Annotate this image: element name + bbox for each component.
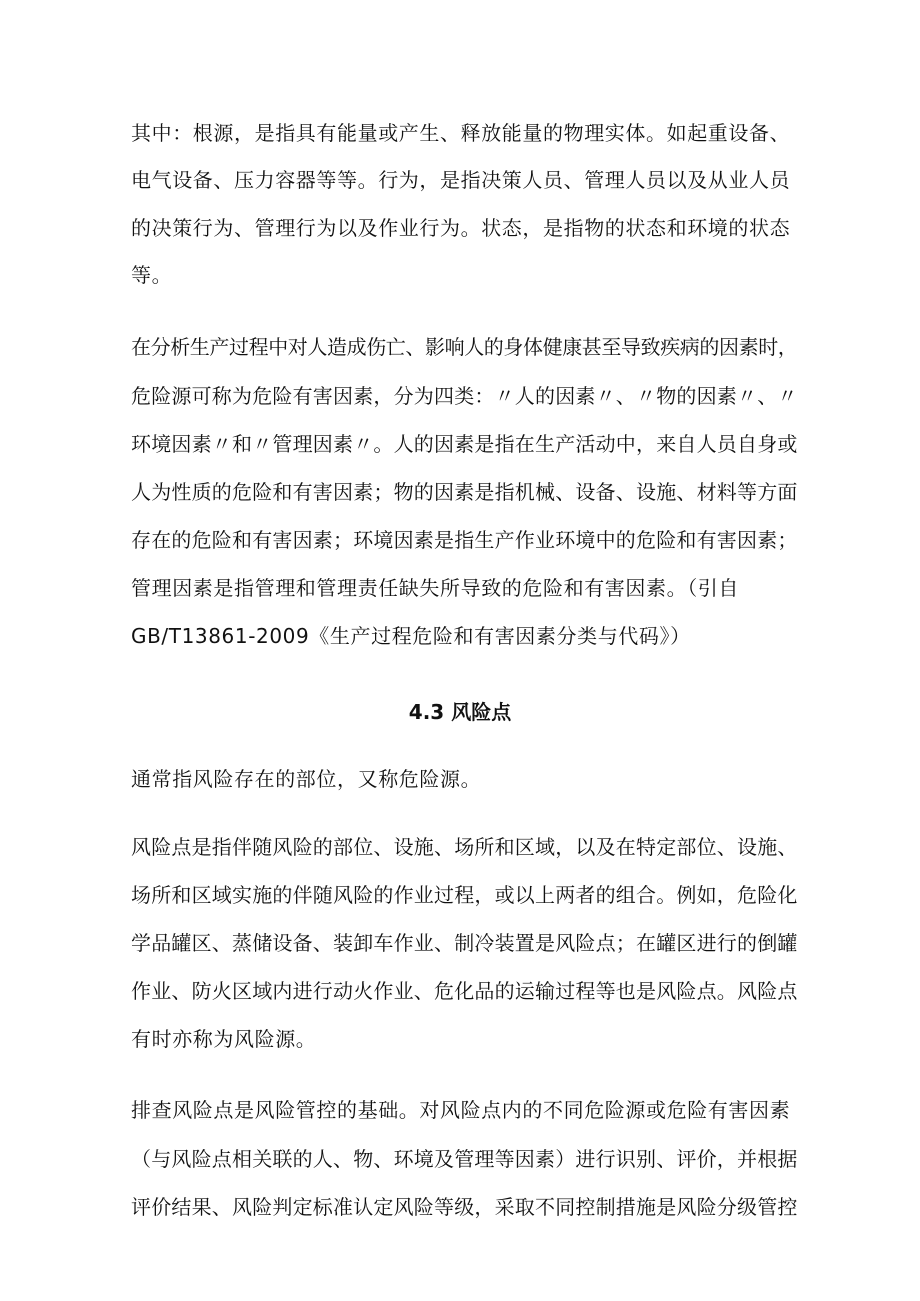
paragraph-4-line-2: 场所和区域实施的伴随风险的作业过程，或以上两者的组合。例如，危险化 [131, 883, 798, 907]
paragraph-1-line-1: 其中：根源，是指具有能量或产生、释放能量的物理实体。如起重设备、 [131, 121, 791, 145]
paragraph-5-line-2: （与风险点相关联的人、物、环境及管理等因素）进行识别、评价，并根据 [131, 1147, 798, 1171]
paragraph-2-line-4: 人为性质的危险和有害因素；物的因素是指机械、设备、设施、材料等方面 [131, 480, 798, 504]
section-heading: 4.3 风险点 [408, 700, 512, 724]
paragraph-2-line-7: GB/T13861-2009《生产过程危险和有害因素分类与代码》） [131, 624, 691, 648]
paragraph-3-line-1: 通常指风险存在的部位，又称危险源。 [131, 767, 482, 791]
paragraph-5-line-3: 评价结果、风险判定标准认定风险等级，采取不同控制措施是风险分级管控 [131, 1195, 798, 1219]
paragraph-1-line-3: 的决策行为、管理行为以及作业行为。状态，是指物的状态和环境的状态 [131, 216, 791, 240]
paragraph-2-line-6: 管理因素是指管理和管理责任缺失所导致的危险和有害因素。（引自 [131, 576, 739, 600]
paragraph-4-line-3: 学品罐区、蒸储设备、装卸车作业、制冷装置是风险点；在罐区进行的倒罐 [131, 931, 798, 955]
paragraph-1-line-4: 等。 [131, 263, 173, 287]
paragraph-4-line-4: 作业、防火区域内进行动火作业、危化品的运输过程等也是风险点。风险点 [131, 979, 798, 1003]
paragraph-2-line-3: 环境因素〃和〃管理因素〃。人的因素是指在生产活动中，来自人员自身或 [131, 432, 798, 456]
paragraph-4-line-5: 有时亦称为风险源。 [131, 1027, 317, 1051]
paragraph-1-line-2: 电气设备、压力容器等等。行为，是指决策人员、管理人员以及从业人员 [131, 168, 791, 192]
paragraph-5-line-1: 排查风险点是风险管控的基础。对风险点内的不同危险源或危险有害因素 [131, 1098, 791, 1122]
paragraph-2-line-2: 危险源可称为危险有害因素，分为四类：〃人的因素〃、〃物的因素〃、〃 [131, 384, 798, 408]
paragraph-2-line-1: 在分析生产过程中对人造成伤亡、影响人的身体健康甚至导致疾病的因素时， [131, 335, 798, 359]
paragraph-4-line-1: 风险点是指伴随风险的部位、设施、场所和区域，以及在特定部位、设施、 [131, 835, 798, 859]
paragraph-2-line-5: 存在的危险和有害因素；环境因素是指生产作业环境中的危险和有害因素； [131, 528, 798, 552]
